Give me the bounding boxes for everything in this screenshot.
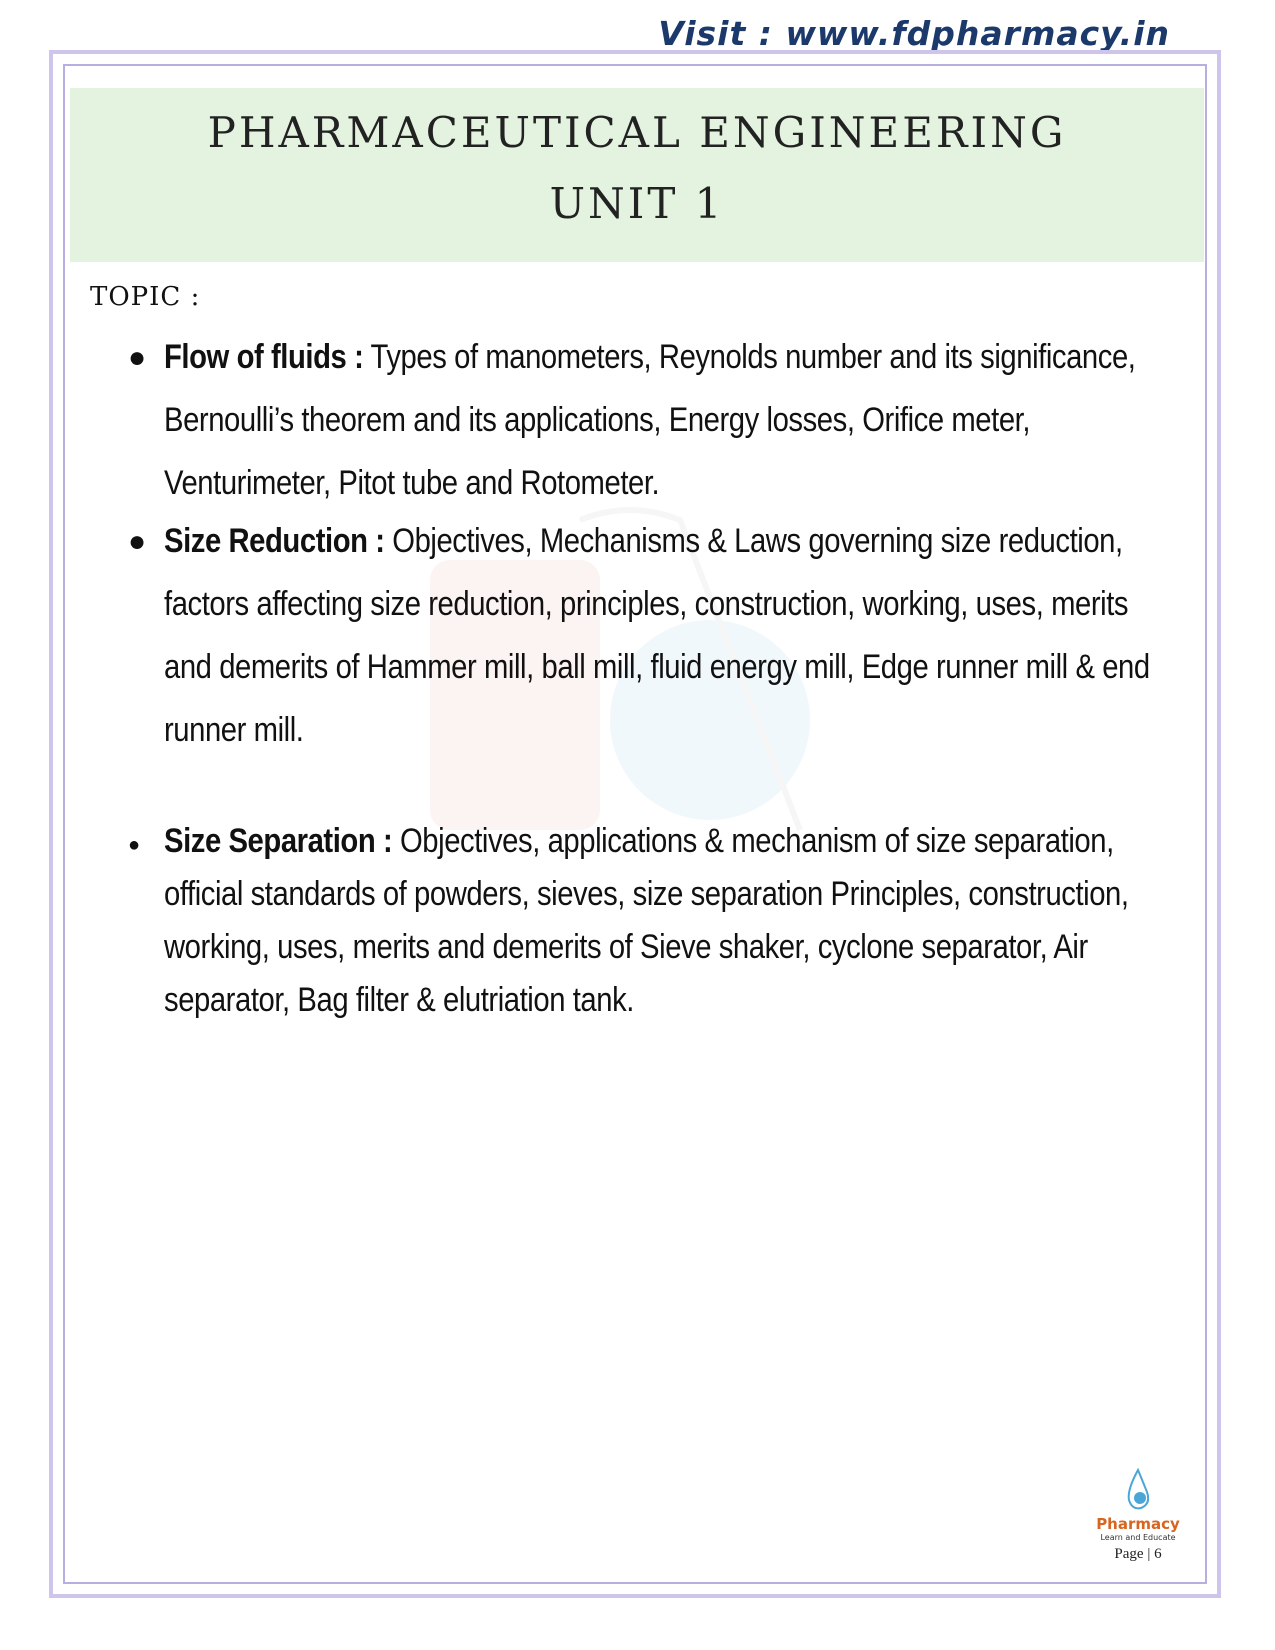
topic-item [128,815,1158,1027]
bullet-icon: ● [128,341,146,374]
logo-tagline: Learn and Educate [1100,1533,1176,1542]
topic-item [128,510,1158,762]
topic-text: Objectives, applications & mechanism of size separation, official standards of powders, sieves, size separation Principles, construction, working, uses, merits and demerits of Sieve shaker, cyclone separator, Air separator, Bag filter & elutriation tank. [164,822,1129,1019]
bullet-icon: ● [128,834,140,856]
bullet-icon: ● [128,525,146,558]
page-number: Page | 6 [1114,1546,1162,1562]
topic-item [128,326,1158,515]
unit-heading: UNIT 1 [549,179,725,228]
brand-logo [1088,1468,1188,1542]
logo-name: Pharmacy [1096,1515,1180,1533]
topic-heading: Flow of fluids : [164,338,364,376]
topic-text: Types of manometers, Reynolds number and its significance, Bernoulli’s theorem and its applications, Energy losses, Orifice meter, Venturimeter, Pitot tube and Rotometer. [164,338,1136,502]
title-banner [70,88,1204,262]
droplet-icon [1123,1468,1153,1512]
topic-heading: Size Separation : [164,822,393,860]
topic-text: Objectives, Mechanisms & Laws governing size reduction, factors affecting size reduction, principles, construction, working, uses, merits and demerits of Hammer mill, ball mill, fluid energy mill, Edge runner mill & end runner mill. [164,522,1150,749]
topic-heading: Size Reduction : [164,522,385,560]
document-title: PHARMACEUTICAL ENGINEERING [207,108,1067,157]
website-link[interactable]: Visit : www.fdpharmacy.in [658,14,1170,53]
topic-label: TOPIC : [90,282,201,312]
